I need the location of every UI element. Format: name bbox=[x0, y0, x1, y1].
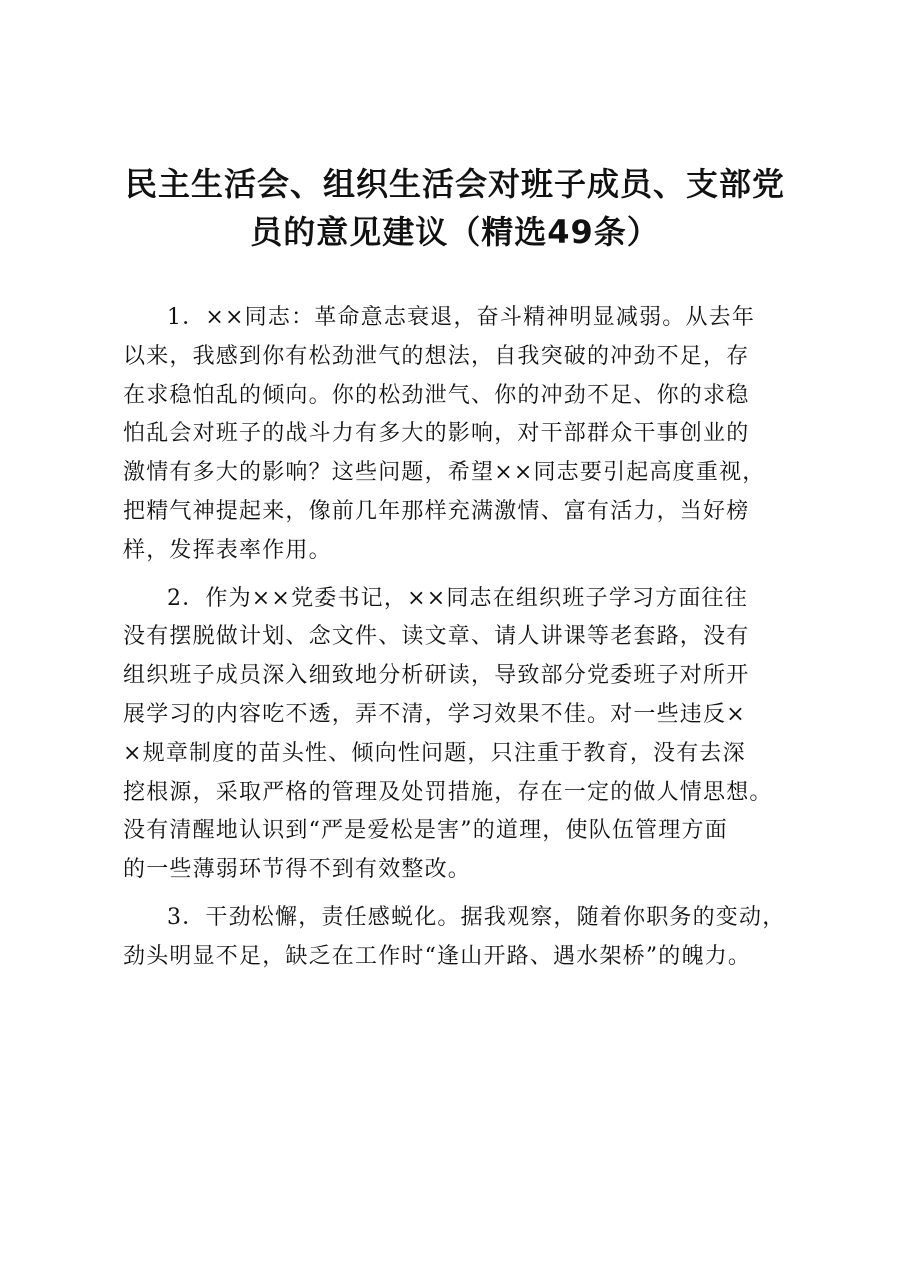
paragraph-2 bbox=[123, 580, 803, 890]
paragraph-line: 的一些薄弱环节得不到有效整改。 bbox=[123, 857, 472, 883]
paragraph-line: ×规章制度的苗头性、倾向性问题，只注重于教育，没有去深 bbox=[123, 740, 746, 766]
title-line: 民主生活会、组织生活会对班子成员、支部党 bbox=[124, 165, 785, 203]
title-line: 员的意见建议（精选49条） bbox=[250, 213, 660, 251]
document-body bbox=[123, 299, 803, 977]
paragraph-line: 激情有多大的影响？这些问题，希望××同志要引起高度重视， bbox=[123, 460, 766, 486]
paragraph-line: 没有摆脱做计划、念文件、读文章、请人讲课等老套路，没有 bbox=[123, 624, 750, 650]
paragraph-line: 挖根源，采取严格的管理及处罚措施，存在一定的做人情思想。 bbox=[123, 779, 773, 805]
paragraph-line: 1．××同志：革命意志衰退，奋斗精神明显减弱。从去年 bbox=[167, 305, 756, 330]
paragraph-3 bbox=[123, 899, 803, 977]
paragraph-line: 3．干劲松懈，责任感蜕化。据我观察，随着你职务的变动， bbox=[167, 904, 786, 930]
paragraph-line: 样，发挥表率作用。 bbox=[123, 537, 332, 563]
paragraph-line: 在求稳怕乱的倾向。你的松劲泄气、你的冲劲不足、你的求稳 bbox=[123, 382, 750, 408]
paragraph-line: 组织班子成员深入细致地分析研读，导致部分党委班子对所开 bbox=[123, 663, 750, 689]
paragraph-1 bbox=[123, 299, 803, 571]
paragraph-line: 怕乱会对班子的战斗力有多大的影响，对干部群众干事创业的 bbox=[123, 421, 750, 447]
paragraph-line: 2．作为××党委书记，××同志在组织班子学习方面往往 bbox=[167, 585, 748, 611]
document-title bbox=[110, 160, 800, 256]
paragraph-line: 以来，我感到你有松劲泄气的想法，自我突破的冲劲不足，存 bbox=[123, 343, 750, 369]
paragraph-line: 把精气神提起来，像前几年那样充满激情、富有活力，当好榜 bbox=[123, 498, 750, 524]
paragraph-line: 劲头明显不足，缺乏在工作时“逢山开路、遇水架桥”的魄力。 bbox=[123, 943, 752, 969]
paragraph-line: 没有清醒地认识到“严是爱松是害”的道理，使队伍管理方面 bbox=[123, 818, 728, 844]
paragraph-line: 展学习的内容吃不透，弄不清，学习效果不佳。对一些违反× bbox=[123, 701, 746, 727]
